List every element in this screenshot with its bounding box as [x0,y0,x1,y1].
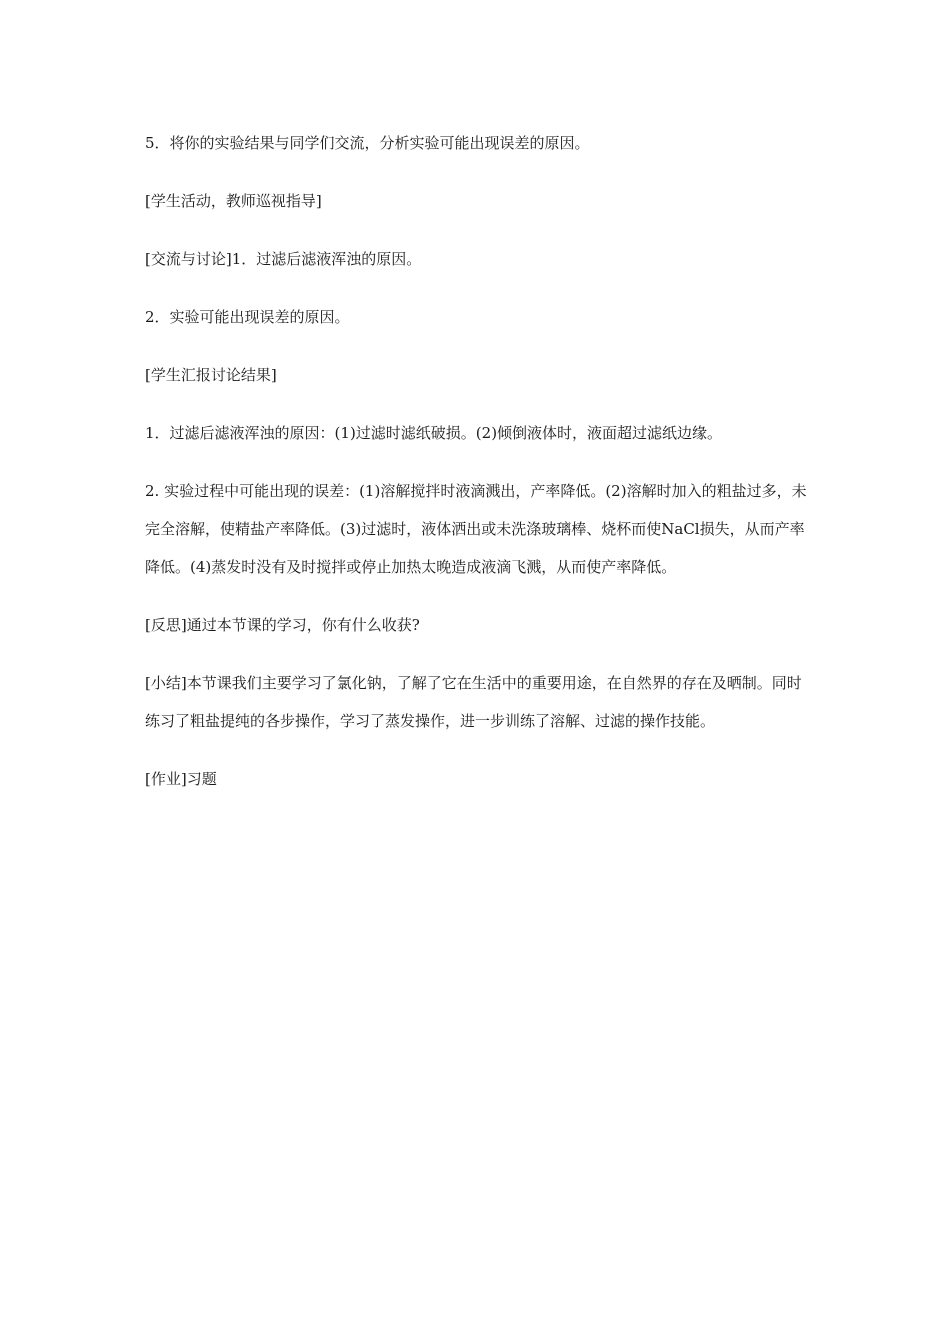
paragraph-discussion-2: 2．实验可能出现误差的原因。 [145,308,350,326]
paragraph-result-1: 1．过滤后滤液浑浊的原因：(1)过滤时滤纸破损。(2)倾倒液体时，液面超过滤纸边缘。 [145,424,723,442]
paragraph-discussion-1: [交流与讨论]1．过滤后滤液浑浊的原因。 [145,250,422,268]
document-body [145,124,815,818]
paragraph-result-2: 2. 实验过程中可能出现的误差：(1)溶解搅拌时液滴溅出，产率降低。(2)溶解时加入的粗盐过多，未完全溶解，使精盐产率降低。(3)过滤时，液体洒出或未洗涤玻璃棒、烧杯而使NaCl损失，从而产率降低。(4)蒸发时没有及时搅拌或停止加热太晚造成液滴飞溅，从而使产率降低。 [145,482,807,576]
paragraph-homework: [作业]习题 [145,770,217,788]
paragraph-reflection: [反思]通过本节课的学习，你有什么收获? [145,616,420,634]
paragraph-report-heading: [学生汇报讨论结果] [145,366,277,384]
paragraph-student-activity: [学生活动，教师巡视指导] [145,192,322,210]
paragraph-step-5: 5．将你的实验结果与同学们交流，分析实验可能出现误差的原因。 [145,134,590,152]
paragraph-summary: [小结]本节课我们主要学习了氯化钠，了解了它在生活中的重要用途，在自然界的存在及晒制。同时练习了粗盐提纯的各步操作，学习了蒸发操作，进一步训练了溶解、过滤的操作技能。 [145,674,802,730]
